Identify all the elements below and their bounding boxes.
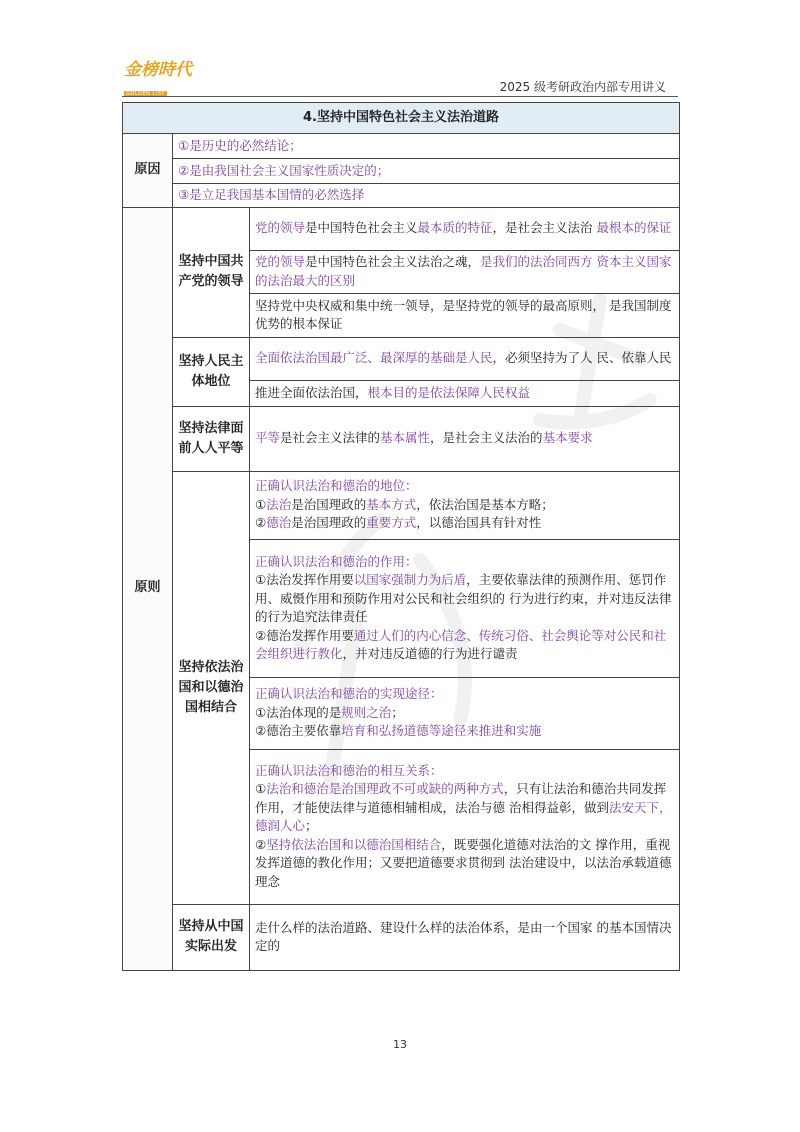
plain-text: ，以德治国具有针对性 <box>416 515 542 531</box>
block-line <box>255 722 674 741</box>
block-heading: 正确认识法治和德治的相互关系： <box>255 762 443 778</box>
highlight-text: 通过人们的内心信念、传统习俗、社会舆论等对公民和社会组织进行教化 <box>255 627 667 661</box>
plain-text: ； <box>391 704 404 720</box>
highlight-text: 最根本的保证 <box>596 220 672 236</box>
plain-text: 是中国特色社会主义 <box>305 220 418 236</box>
principle-block <box>250 677 680 749</box>
highlight-text: 坚持依法治国和以德治国相结合 <box>266 836 442 852</box>
highlight-text: 基本方式 <box>366 496 417 512</box>
plain-text: ①法治体现的是 <box>255 704 342 720</box>
block-line <box>255 704 674 723</box>
plain-text: 推进全面依法治国， <box>255 384 368 400</box>
principle-sub-label: 坚持从中国实际出发 <box>173 904 250 970</box>
logo-subtext: GOLDEN LIST <box>126 91 165 97</box>
document-title: 2025 级考研政治内部专用讲义 <box>499 80 666 94</box>
block-line <box>255 496 674 515</box>
principle-sub-label: 坚持依法治国和以德治国相结合 <box>173 471 250 904</box>
block-line <box>255 571 674 627</box>
principle-block <box>250 471 680 539</box>
highlight-text: 重要方式 <box>366 515 417 531</box>
reason-item: ①是历史的必然结论； <box>173 134 680 159</box>
plain-text: ，并对违反道德的行为进行谴责 <box>342 646 518 661</box>
principle-row <box>250 207 680 250</box>
plain-text: ； <box>305 818 318 834</box>
highlight-text: 全面依法治国最广泛、最深厚的基础是人民 <box>255 350 493 366</box>
plain-text: ② <box>255 515 267 531</box>
highlight-text: 以国家强制力为后盾 <box>353 572 467 587</box>
highlight-text: 法治 <box>266 496 292 512</box>
plain-text: 是社会主义法律的 <box>280 430 381 446</box>
highlight-text: 法安天下，德润人心 <box>255 799 672 834</box>
plain-text: ，依法治国是基本方略； <box>416 496 554 512</box>
block-heading: 正确认识法治和德治的地位： <box>255 478 418 494</box>
highlight-text: 党的领导 <box>255 220 306 236</box>
highlight-text: 党的领导 <box>255 254 306 269</box>
plain-text: ，只有让法治和德治共同发挥作用，才能使法律与道德相辅相成，法治与德 治相得益彰，做到 <box>255 781 667 815</box>
highlight-text: 德治 <box>266 515 292 531</box>
highlight-text: 培育和弘扬道德等途径来推进和实施 <box>341 723 542 739</box>
principle-sub-label: 坚持中国共产党的领导 <box>173 207 250 337</box>
principle-row <box>250 337 680 380</box>
highlight-text: 最本质的特征 <box>417 220 493 236</box>
block-heading: 正确认识法治和德治的作用： <box>255 553 418 569</box>
plain-text: ① <box>255 496 267 512</box>
plain-text: ①法治发挥作用要 <box>255 572 354 587</box>
reason-item: ③是立足我国基本国情的必然选择 <box>173 184 680 208</box>
principle-sub-label: 坚持法律面前人人平等 <box>173 406 250 471</box>
block-line <box>255 627 674 664</box>
block-line <box>255 780 674 836</box>
block-line <box>255 514 674 533</box>
highlight-text: 根本目的是依法保障人民权益 <box>367 384 531 400</box>
principle-label: 原则 <box>123 207 173 970</box>
principle-row: 走什么样的法治道路、建设什么样的法治体系，是由一个国家 的基本国情决定的 <box>250 904 680 970</box>
publisher-logo <box>124 60 210 97</box>
principle-row <box>250 406 680 471</box>
plain-text: ②德治发挥作用要 <box>255 627 354 643</box>
plain-text: 是治国理政的 <box>291 496 367 512</box>
highlight-text: 基本要求 <box>542 430 593 446</box>
plain-text: ②德治主要依靠 <box>255 723 342 739</box>
highlight-text: 规则之治 <box>341 704 392 720</box>
plain-text: ，是社会主义法治的 <box>430 430 543 446</box>
principle-block <box>250 749 680 904</box>
reason-item: ②是由我国社会主义国家性质决定的； <box>173 159 680 184</box>
principle-block <box>250 539 680 677</box>
plain-text: ② <box>255 836 267 852</box>
content-table <box>122 102 680 971</box>
principle-sub-label: 坚持人民主体地位 <box>173 337 250 406</box>
highlight-text: 法治和德治是治国理政不可或缺的两种方式 <box>266 781 504 797</box>
principle-row <box>250 250 680 293</box>
table-title: 4.坚持中国特色社会主义法治道路 <box>123 103 680 134</box>
highlight-text: 是我们的法治同西方 资本主义国家的法治最大的区别 <box>255 254 672 288</box>
plain-text: ，是社会主义法治 <box>492 220 597 236</box>
plain-text: 是中国特色社会主义法治之魂， <box>305 254 481 269</box>
plain-text: 是治国理政的 <box>291 515 367 531</box>
principle-row: 坚持党中央权威和集中统一领导，是坚持党的领导的最高原则， 是我国制度优势的根本保证 <box>250 293 680 337</box>
block-line <box>255 836 674 892</box>
plain-text: ，既要强化道德对法治的文 撑作用，重视发挥道德的教化作用；又要把道德要求贯彻到 法治建设中，以法治承载道德理念 <box>255 836 672 889</box>
highlight-text: 基本属性 <box>380 430 431 446</box>
reason-label: 原因 <box>123 134 173 208</box>
plain-text: ，主要依靠法律的预测作用、惩罚作用、威慑作用和预防作用对公民和社会组织的 行为进行约束，并对违反法律的行为追究法律责任 <box>255 572 672 624</box>
block-heading: 正确认识法治和德治的实现途径： <box>255 686 443 702</box>
highlight-text: 平等 <box>255 430 281 446</box>
header-divider <box>122 96 678 97</box>
page-number: 13 <box>393 1038 407 1051</box>
plain-text: ，必须坚持为了人 民、依靠人民 <box>492 350 672 366</box>
logo-text: 金榜時代 <box>124 60 192 80</box>
plain-text: ① <box>255 781 267 797</box>
principle-row <box>250 380 680 406</box>
